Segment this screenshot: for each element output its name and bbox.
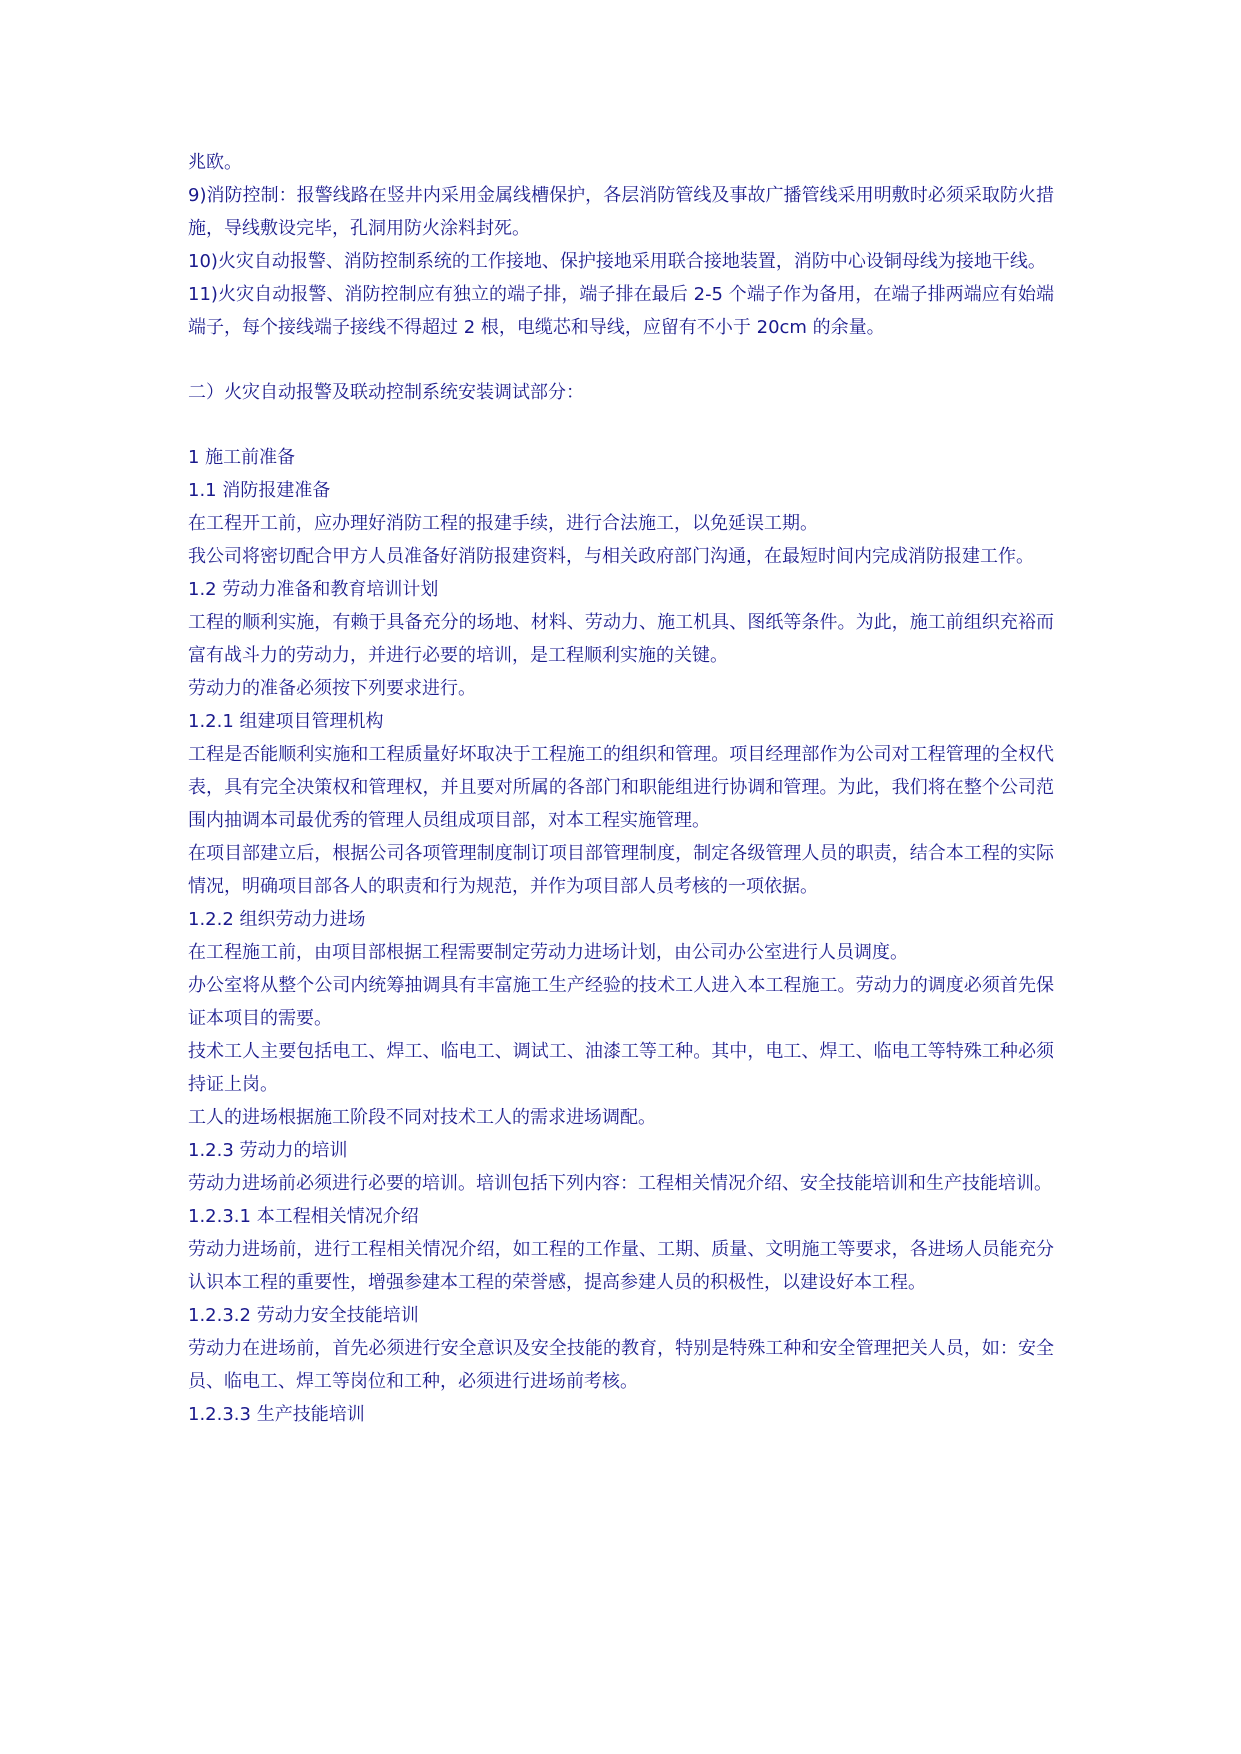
heading-1-2-3-1: 1.2.3.1 本工程相关情况介绍 [188, 1206, 419, 1227]
blank-line [188, 344, 1054, 376]
paragraph: 我公司将密切配合甲方人员准备好消防报建资料，与相关政府部门沟通，在最短时间内完成消防报建工作。 [188, 546, 1034, 567]
heading-1-2-1: 1.2.1 组建项目管理机构 [188, 711, 384, 732]
heading-1-2-3-2: 1.2.3.2 劳动力安全技能培训 [188, 1305, 419, 1326]
heading-1-2: 1.2 劳动力准备和教育培训计划 [188, 579, 439, 600]
paragraph: 劳动力在进场前，首先必须进行安全意识及安全技能的教育，特别是特殊工种和安全管理把关人员，如：安全员、临电工、焊工等岗位和工种，必须进行进场前考核。 [188, 1338, 1054, 1392]
heading-1-2-3-3: 1.2.3.3 生产技能培训 [188, 1404, 365, 1425]
paragraph: 在工程施工前，由项目部根据工程需要制定劳动力进场计划，由公司办公室进行人员调度。 [188, 942, 908, 963]
paragraph: 劳动力进场前必须进行必要的培训。培训包括下列内容：工程相关情况介绍、安全技能培训和生产技能培训。 [188, 1173, 1052, 1194]
paragraph: 工程是否能顺利实施和工程质量好坏取决于工程施工的组织和管理。项目经理部作为公司对工程管理的全权代表，具有完全决策权和管理权，并且要对所属的各部门和职能组进行协调和管理。为此，我们将在整个公司范围内抽调本司最优秀的管理人员组成项目部，对本工程实施管理。 [188, 744, 1054, 831]
heading-1: 1 施工前准备 [188, 447, 296, 468]
paragraph: 工人的进场根据施工阶段不同对技术工人的需求进场调配。 [188, 1107, 656, 1128]
document-body [188, 146, 1054, 1431]
heading-1-2-3: 1.2.3 劳动力的培训 [188, 1140, 348, 1161]
paragraph: 11)火灾自动报警、消防控制应有独立的端子排，端子排在最后 2-5 个端子作为备用，在端子排两端应有始端端子，每个接线端子接线不得超过 2 根，电缆芯和导线，应留有不小于 20cm 的余量。 [188, 284, 1054, 338]
blank-line [188, 409, 1054, 441]
paragraph: 兆欧。 [188, 152, 242, 173]
paragraph: 技术工人主要包括电工、焊工、临电工、调试工、油漆工等工种。其中，电工、焊工、临电工等特殊工种必须持证上岗。 [188, 1041, 1054, 1095]
paragraph: 10)火灾自动报警、消防控制系统的工作接地、保护接地采用联合接地装置，消防中心设铜母线为接地干线。 [188, 251, 1046, 272]
paragraph: 工程的顺利实施，有赖于具备充分的场地、材料、劳动力、施工机具、图纸等条件。为此，施工前组织充裕而富有战斗力的劳动力，并进行必要的培训，是工程顺利实施的关键。 [188, 612, 1054, 666]
paragraph: 9)消防控制：报警线路在竖井内采用金属线槽保护，各层消防管线及事故广播管线采用明敷时必须采取防火措施，导线敷设完毕，孔洞用防火涂料封死。 [188, 185, 1054, 239]
section-heading: 二）火灾自动报警及联动控制系统安装调试部分： [188, 382, 584, 403]
heading-1-1: 1.1 消防报建准备 [188, 480, 331, 501]
heading-1-2-2: 1.2.2 组织劳动力进场 [188, 909, 366, 930]
paragraph: 在工程开工前，应办理好消防工程的报建手续，进行合法施工，以免延误工期。 [188, 513, 818, 534]
paragraph: 在项目部建立后，根据公司各项管理制度制订项目部管理制度，制定各级管理人员的职责，结合本工程的实际情况，明确项目部各人的职责和行为规范，并作为项目部人员考核的一项依据。 [188, 843, 1054, 897]
paragraph: 劳动力的准备必须按下列要求进行。 [188, 678, 476, 699]
paragraph: 劳动力进场前，进行工程相关情况介绍，如工程的工作量、工期、质量、文明施工等要求，各进场人员能充分认识本工程的重要性，增强参建本工程的荣誉感，提高参建人员的积极性，以建设好本工程。 [188, 1239, 1054, 1293]
paragraph: 办公室将从整个公司内统筹抽调具有丰富施工生产经验的技术工人进入本工程施工。劳动力的调度必须首先保证本项目的需要。 [188, 975, 1054, 1029]
